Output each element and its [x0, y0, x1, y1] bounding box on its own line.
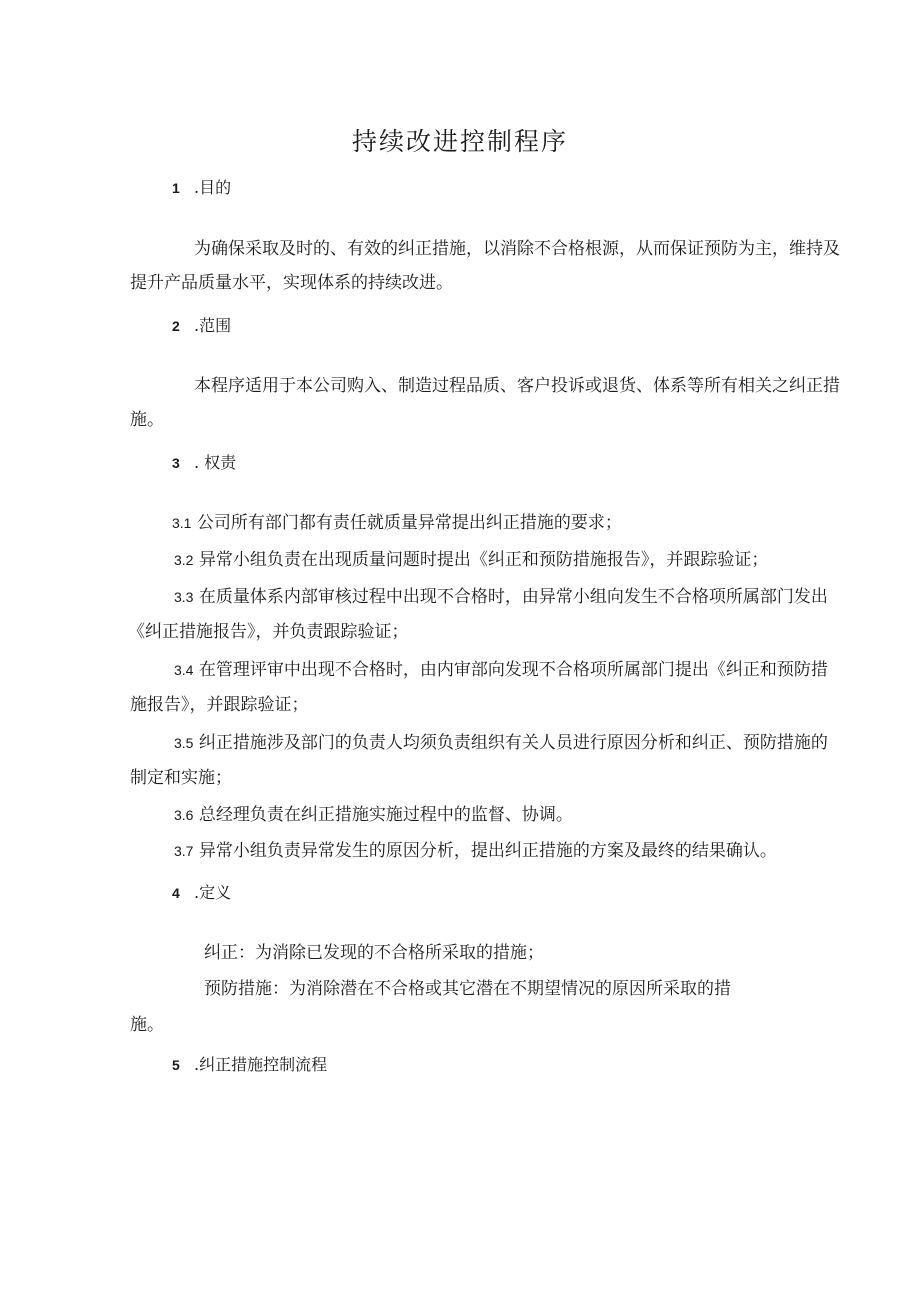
item-text: 在管理评审中出现不合格时，由内审部向发现不合格项所属部门提出《纠正和预防措: [198, 660, 828, 680]
item-number: 3.5: [174, 735, 194, 751]
section-title: .目的: [194, 178, 232, 197]
item-text: 纠正措施涉及部门的负责人均须负责组织有关人员进行原因分析和纠正、预防措施的: [198, 733, 828, 753]
responsibility-item-3-3-cont: 《纠正措施报告》，并负责跟踪验证；: [128, 622, 409, 642]
responsibility-item-3-1: [172, 508, 622, 533]
item-text: 在质量体系内部审核过程中出现不合格时，由异常小组向发生不合格项所属部门发出: [198, 587, 828, 607]
responsibility-item-3-5: [174, 728, 828, 753]
item-number: 3.1: [172, 515, 192, 531]
item-number: 3.2: [174, 552, 194, 568]
definition-prevention-line-1: 预防措施：为消除潜在不合格或其它潜在不期望情况的原因所采取的措: [204, 979, 731, 999]
responsibility-item-3-5-cont: 制定和实施；: [130, 768, 232, 788]
item-number: 3.6: [174, 807, 194, 823]
item-number: 3.3: [174, 589, 194, 605]
item-text: 总经理负责在纠正措施实施过程中的监督、协调。: [198, 805, 573, 825]
definition-correction: 纠正：为消除已发现的不合格所采取的措施；: [204, 943, 544, 963]
item-number: 3.7: [174, 843, 194, 859]
section-heading-1: [172, 175, 231, 198]
responsibility-item-3-6: [174, 800, 573, 825]
item-text: 异常小组负责异常发生的原因分析，提出纠正措施的方案及最终的结果确认。: [198, 841, 777, 861]
responsibility-item-3-3: [174, 582, 828, 607]
purpose-line-2: 提升产品质量水平，实现体系的持续改进。: [130, 273, 453, 293]
scope-line-1: 本程序适用于本公司购入、制造过程品质、客户投诉或退货、体系等所有相关之纠正措: [194, 376, 840, 396]
responsibility-item-3-2: [174, 545, 768, 570]
section-title: .范围: [194, 316, 232, 335]
scope-line-2: 施。: [130, 410, 164, 430]
item-number: 3.4: [174, 662, 194, 678]
item-text: 公司所有部门都有责任就质量异常提出纠正措施的要求；: [196, 513, 622, 533]
section-title: . 权责: [194, 453, 237, 472]
section-title: .纠正措施控制流程: [194, 1055, 328, 1074]
section-heading-4: [172, 880, 231, 903]
document-title: 持续改进控制程序: [351, 127, 568, 156]
responsibility-item-3-4: [174, 655, 828, 680]
item-text: 异常小组负责在出现质量问题时提出《纠正和预防措施报告》，并跟踪验证；: [198, 550, 769, 570]
definition-prevention-line-2: 施。: [130, 1015, 164, 1035]
responsibility-item-3-7: [174, 836, 777, 861]
section-heading-2: [172, 313, 231, 336]
section-title: .定义: [194, 883, 232, 902]
section-number: 2: [172, 318, 180, 334]
section-number: 5: [172, 1057, 180, 1073]
section-heading-5: [172, 1052, 327, 1075]
section-number: 4: [172, 885, 180, 901]
section-number: 1: [172, 180, 180, 196]
responsibility-item-3-4-cont: 施报告》，并跟踪验证；: [130, 695, 309, 715]
purpose-line-1: 为确保采取及时的、有效的纠正措施，以消除不合格根源，从而保证预防为主，维持及: [194, 239, 840, 259]
section-number: 3: [172, 455, 180, 471]
section-heading-3: [172, 450, 236, 473]
